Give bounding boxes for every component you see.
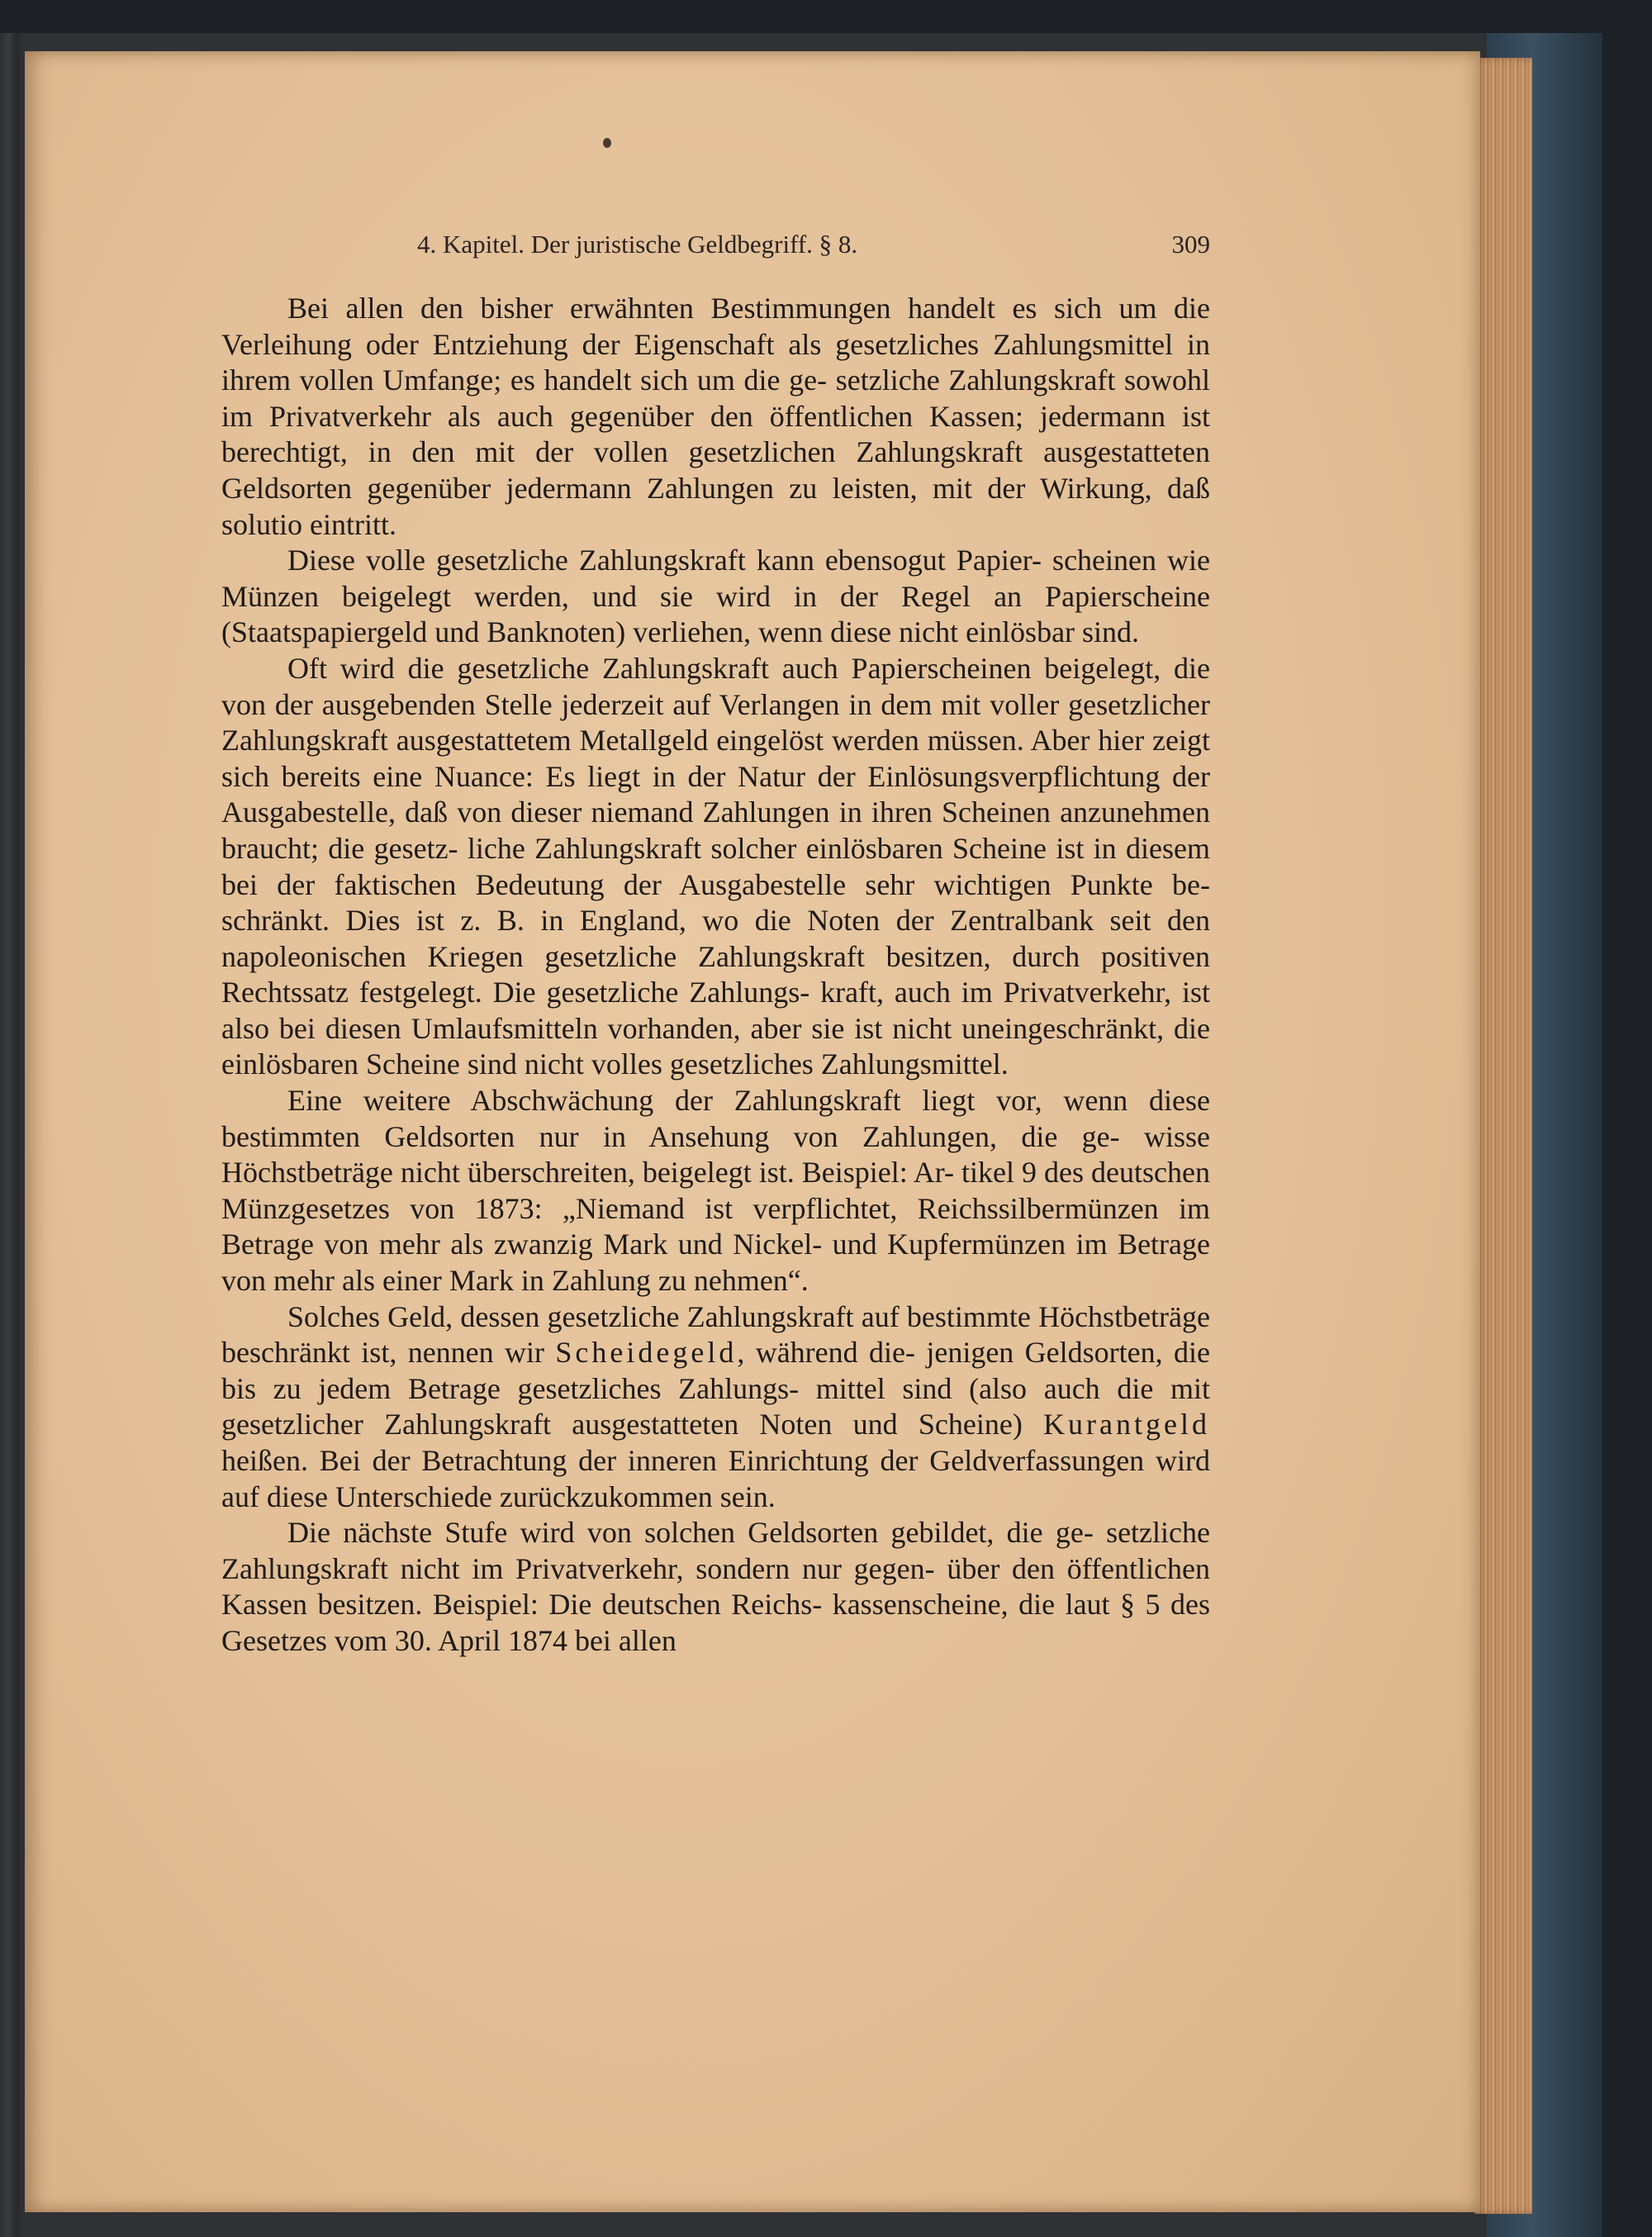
paragraph-5 (221, 1299, 1210, 1516)
paragraph-5-part-3: heißen. Bei der Betrachtung der inneren Einrichtung der Geldverfassungen wird auf diese Unterschiede zurückzukommen sein. (221, 1444, 1210, 1513)
page-number: 309 (1171, 230, 1210, 259)
paragraph-3: Oft wird die gesetzliche Zahlungskraft auch Papierscheinen beigelegt, die von der ausgebenden Stelle jederzeit auf Verlangen in dem mit voller gesetzlicher Zahlungskraft ausgestattetem Metallgeld eingelöst werden müssen. Aber hier zeigt sich bereits eine Nuance: Es liegt in der Natur der Einlösungsverpflichtung der Ausgabestelle, daß von dieser niemand Zahlungen in ihren Scheinen anzunehmen braucht; die gesetz- liche Zahlungskraft solcher einlösbaren Scheine ist in diesem bei der faktischen Bedeutung der Ausgabestelle sehr wichtigen Punkte be- schränkt. Dies ist z. B. in England, wo die Noten der Zentralbank seit den napoleonischen Kriegen gesetzliche Zahlungskraft besitzen, durch positiven Rechtssatz festgelegt. Die gesetzliche Zahlungs- kraft, auch im Privatverkehr, ist also bei diesen Umlaufsmitteln vorhanden, aber sie ist nicht uneingeschränkt, die einlösbaren Scheine sind nicht volles gesetzliches Zahlungsmittel. (221, 651, 1210, 1081)
paragraph-5-part-1: Solches Geld, dessen gesetzliche Zahlungskraft auf bestimmte Höchstbeträge beschränkt ist, nennen wir (221, 1299, 1210, 1370)
term-scheidegeld: Scheidegeld (555, 1336, 738, 1370)
paragraph-6: Die nächste Stufe wird von solchen Geldsorten gebildet, die ge- setzliche Zahlungskraft nicht im Privatverkehr, sondern nur gegen- über den öffentlichen Kassen besitzen. Beispiel: Die deutschen Reichs- kassenscheine, die laut § 5 des Gesetzes vom 30. April 1874 bei allen (221, 1516, 1210, 1657)
term-kurantgeld: Kurantgeld (1043, 1408, 1210, 1441)
paragraph-5-part-2: , während die- jenigen Geldsorten, die bis zu jedem Betrage gesetzliches Zahlungs- mittel sind (also auch die mit gesetzlicher Zahlungskraft ausgestatteten Noten und Scheine) (221, 1336, 1210, 1441)
paragraph-2: Diese volle gesetzliche Zahlungskraft kann ebensogut Papier- scheinen wie Münzen beigelegt werden, und sie wird in der Regel an Papierscheine (Staatspapiergeld und Banknoten) verliehen, wenn diese nicht einlösbar sind. (221, 544, 1210, 649)
paragraph-1: Bei allen den bisher erwähnten Bestimmungen handelt es sich um die Verleihung oder Entziehung der Eigenschaft als gesetzliches Zahlungsmittel in ihrem vollen Umfange; es handelt sich um die ge- setzliche Zahlungskraft sowohl im Privatverkehr als auch gegenüber den öffentlichen Kassen; jedermann ist berechtigt, in den mit der vollen gesetzlichen Zahlungskraft ausgestatteten Geldsorten gegenüber jedermann Zahlungen zu leisten, mit der Wirkung, daß solutio eintritt. (221, 292, 1210, 541)
page-edges (1474, 58, 1532, 2214)
paragraph-4: Eine weitere Abschwächung der Zahlungskraft liegt vor, wenn diese bestimmten Geldsorten nur in Ansehung von Zahlungen, die ge- wisse Höchstbeträge nicht überschreiten, beigelegt ist. Beispiel: Ar- tikel 9 des deutschen Münzgesetzes von 1873: „Niemand ist verpflichtet, Reichssilbermünzen im Betrage von mehr als zwanzig Mark und Nickel- und Kupfermünzen im Betrage von mehr als einer Mark in Zahlung zu nehmen“. (221, 1084, 1210, 1298)
running-header (417, 223, 1210, 264)
chapter-title: 4. Kapitel. Der juristische Geldbegriff. § 8. (417, 230, 858, 259)
ink-spot (603, 138, 611, 148)
body-text (221, 291, 1210, 1660)
